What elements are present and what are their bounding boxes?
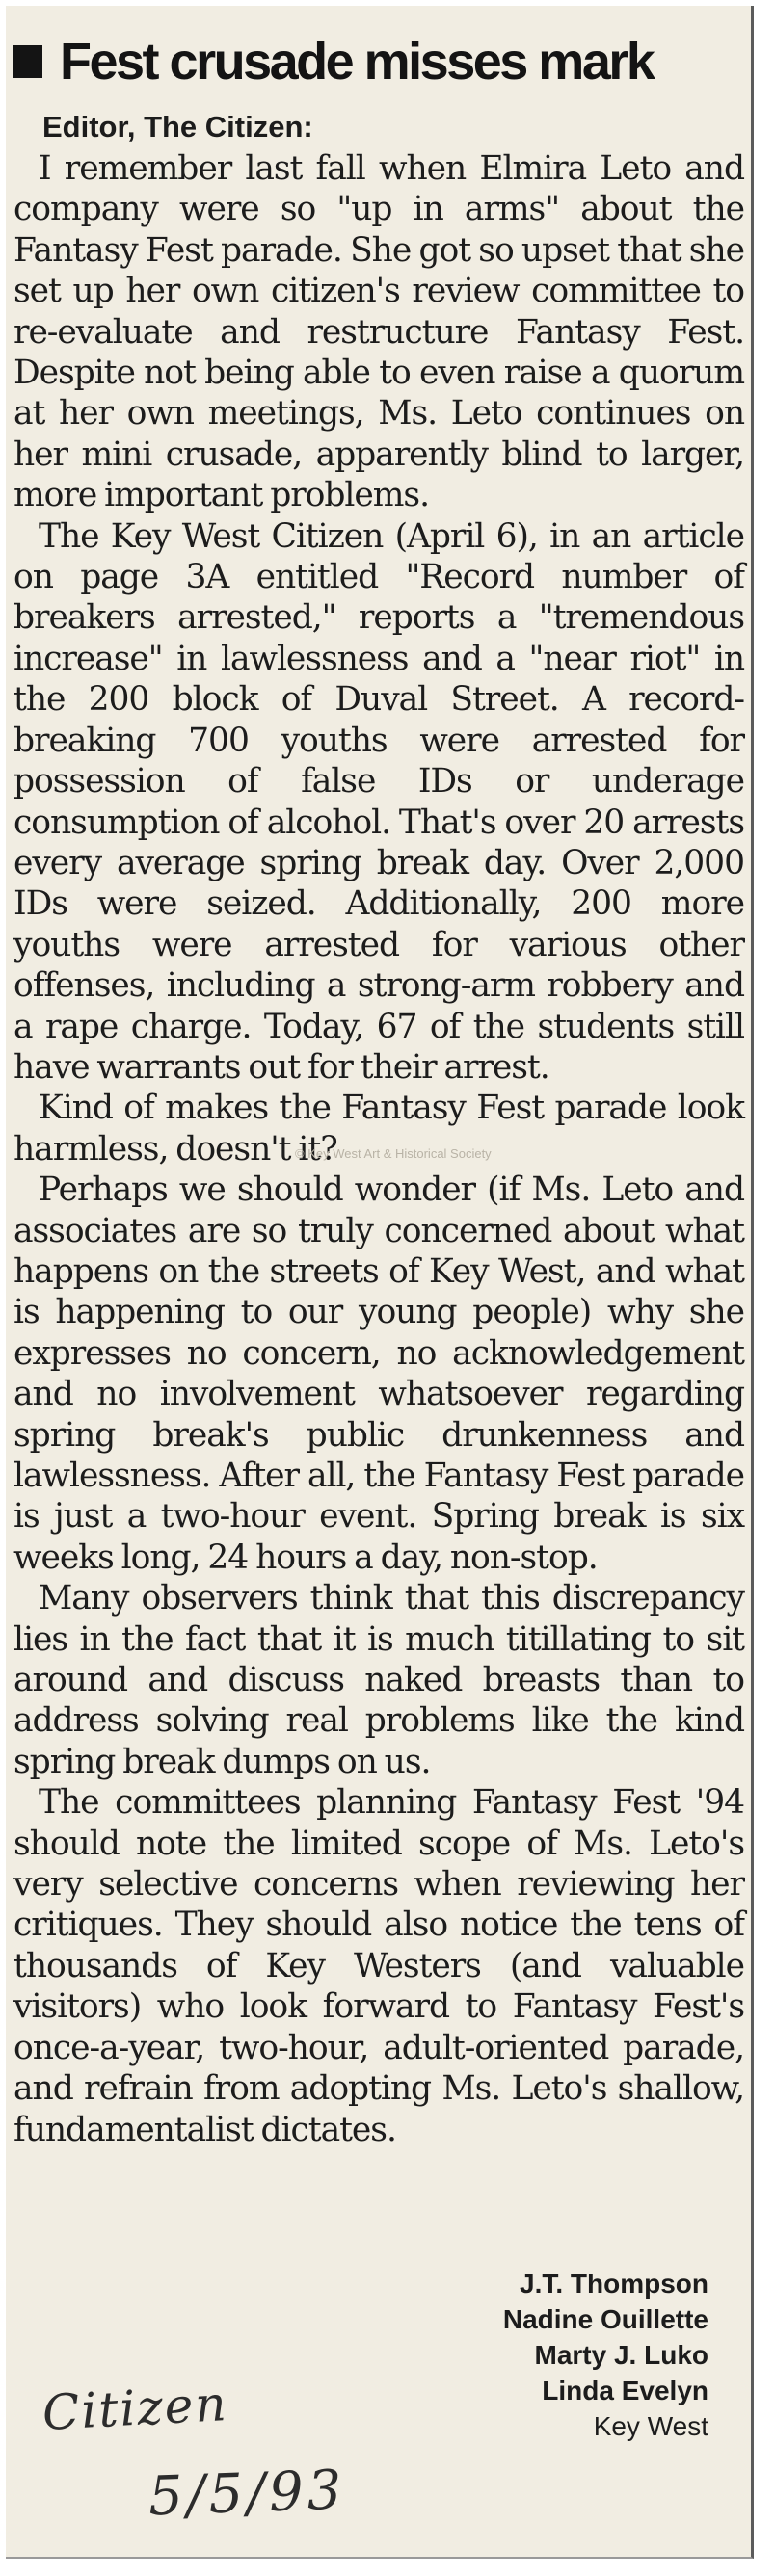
handwritten-source: Citizen xyxy=(40,2376,229,2441)
signature-location: Key West xyxy=(593,2411,708,2441)
paragraph-6: The committees planning Fantasy Fest '94 should note the limited scope of Ms. Leto's very selective concerns when reviewing her critiques. They should also notice the tens of thousands of Key Westers (and valuable visitors) who look forward to Fantasy Fest's once-a-year, two-hour, adult-oriented parade, and refrain from adopting Ms. Leto's shallow, fundamentalist dictates. xyxy=(13,1783,744,2149)
signature-1: J.T. Thompson xyxy=(520,2269,708,2299)
paragraph-4: Perhaps we should wonder (if Ms. Leto and associates are so truly concerned about what happens on the streets of Key West, and what is happening to our young people) why she expresses no concern, no acknowledgement and no involvement whatsoever regarding spring break's public drunkenness and lawlessness. After all, the Fantasy Fest parade is just a two-hour event. Spring break is six weeks long, 24 hours a day, non-stop. xyxy=(13,1170,744,1577)
signature-block xyxy=(503,2266,708,2444)
headline xyxy=(13,27,746,96)
paragraph-1: I remember last fall when Elmira Leto and company were so "up in arms" about the Fantasy Fest parade. She got so upset that she set up her own citizen's review committee to re-evaluate and restructure Fantasy Fest. Despite not being able to even raise a quorum at her own meetings, Ms. Leto continues on her mini crusade, apparently blind to larger, more important problems. xyxy=(13,149,744,515)
signature-2: Nadine Ouillette xyxy=(502,2304,708,2334)
signature-4: Linda Evelyn xyxy=(542,2376,708,2405)
paragraph-5: Many observers think that this discrepancy lies in the fact that it is much titillating to sit around and discuss naked breasts than to address solving real problems like the kind spring break dumps on us. xyxy=(13,1579,744,1781)
signature-3: Marty J. Luko xyxy=(534,2340,708,2370)
salutation: Editor, The Citizen: xyxy=(42,110,313,144)
handwritten-note xyxy=(40,2371,347,2563)
headline-bullet-icon xyxy=(13,45,42,78)
newspaper-clipping xyxy=(6,6,754,2559)
watermark: © Key West Art & Historical Society xyxy=(295,1146,492,1161)
headline-text: Fest crusade misses mark xyxy=(60,33,654,91)
paragraph-2: The Key West Citizen (April 6), in an article on page 3A entitled "Record number of breakers arrested," reports a "tremendous increase" in lawlessness and a "near riot" in the 200 block of Duval Street. A record-breaking 700 youths were arrested for possession of false IDs or underage consumption of alcohol. That's over 20 arrests every average spring break day. Over 2,000 IDs were seized. Additionally, 200 more youths were arrested for various other offenses, including a strong-arm robbery and a rape charge. Today, 67 of the students still have warrants out for their arrest. xyxy=(13,516,744,1087)
paragraph-3: Kind of makes the Fantasy Fest parade look harmless, doesn't it? xyxy=(13,1089,744,1169)
handwritten-date: 5/5/93 xyxy=(147,2458,347,2529)
